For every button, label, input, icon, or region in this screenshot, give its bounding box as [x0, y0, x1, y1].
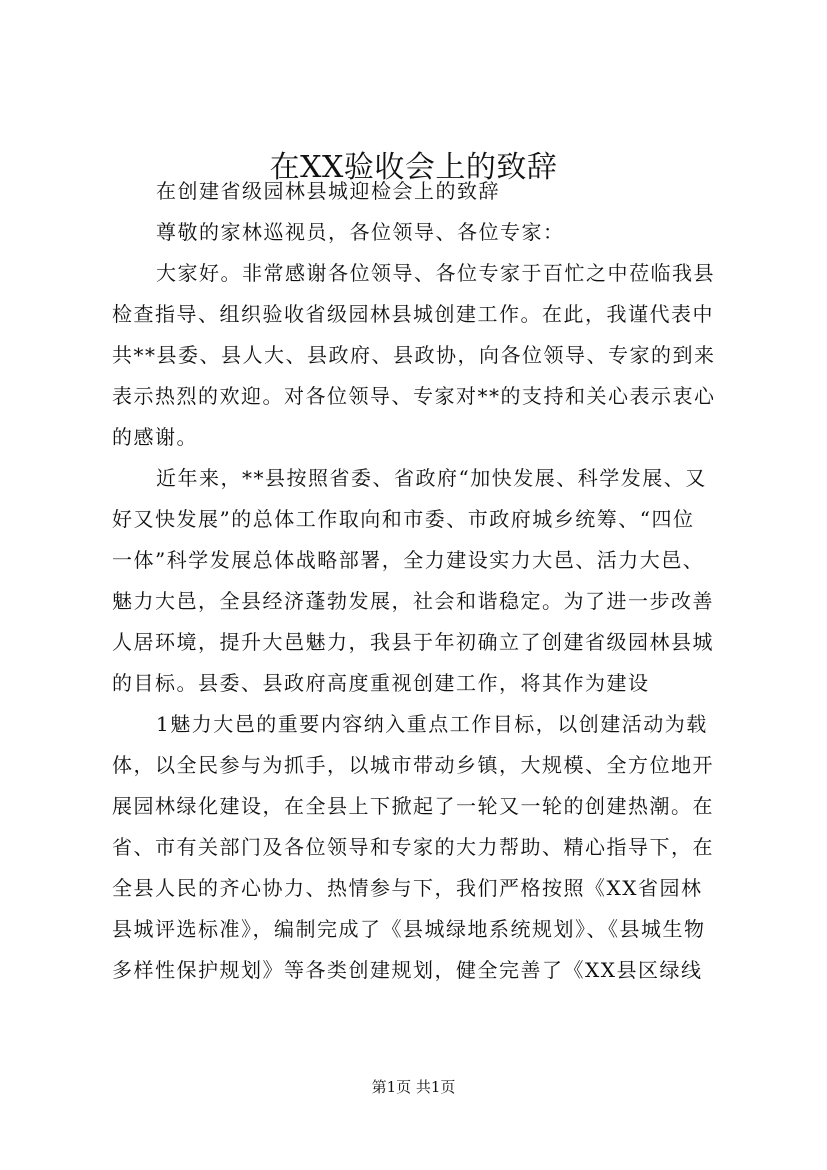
- paragraph-line: 全县人民的齐心协力、热情参与下，我们严格按照《XX省园林: [112, 876, 703, 900]
- paragraph-line: 体，以全民参与为抓手，以城市带动乡镇，大规模、全方位地开: [112, 753, 714, 777]
- paragraph-line: 人居环境，提升大邑魅力，我县于年初确立了创建省级园林县城: [112, 630, 714, 654]
- document-body: [112, 171, 734, 991]
- subtitle-line: 在创建省级园林县城迎检会上的致辞: [156, 179, 500, 203]
- paragraph-line: 的感谢。: [112, 425, 198, 449]
- paragraph-line: 大家好。非常感谢各位领导、各位专家于百忙之中莅临我县: [156, 261, 715, 285]
- salutation-line: 尊敬的家林巡视员，各位领导、各位专家：: [156, 220, 565, 244]
- paragraph-line: 魅力大邑，全县经济蓬勃发展，社会和谐稳定。为了进一步改善: [112, 589, 714, 613]
- paragraph-line: 表示热烈的欢迎。对各位领导、专家对**的支持和关心表示衷心: [112, 384, 716, 408]
- paragraph-line: 好又快发展”的总体工作取向和市委、市政府城乡统筹、“四位: [112, 507, 695, 531]
- paragraph-line: 检查指导、组织验收省级园林县城创建工作。在此，我谨代表中: [112, 302, 714, 326]
- paragraph-line: 一体”科学发展总体战略部署，全力建设实力大邑、活力大邑、: [112, 548, 705, 572]
- paragraph-line: 省、市有关部门及各位领导和专家的大力帮助、精心指导下，在: [112, 835, 714, 859]
- document-title: 在XX验收会上的致辞: [269, 150, 558, 185]
- paragraph-line: 县城评选标准》，编制完成了《县城绿地系统规划》、《县城生物: [112, 917, 706, 941]
- paragraph-line: 的目标。县委、县政府高度重视创建工作，将其作为建设: [112, 671, 650, 695]
- paragraph-line: 展园林绿化建设，在全县上下掀起了一轮又一轮的创建热潮。在: [112, 794, 714, 818]
- paragraph-line: 近年来，**县按照省委、省政府“加快发展、科学发展、又: [156, 466, 707, 490]
- paragraph-line: 共**县委、县人大、县政府、县政协，向各位领导、专家的到来: [112, 343, 716, 367]
- page-footer: 第1页 共1页: [371, 1078, 456, 1096]
- paragraph-line: 1魅力大邑的重要内容纳入重点工作目标，以创建活动为载: [156, 712, 708, 736]
- paragraph-line: 多样性保护规划》等各类创建规划，健全完善了《XX县区绿线: [112, 958, 703, 982]
